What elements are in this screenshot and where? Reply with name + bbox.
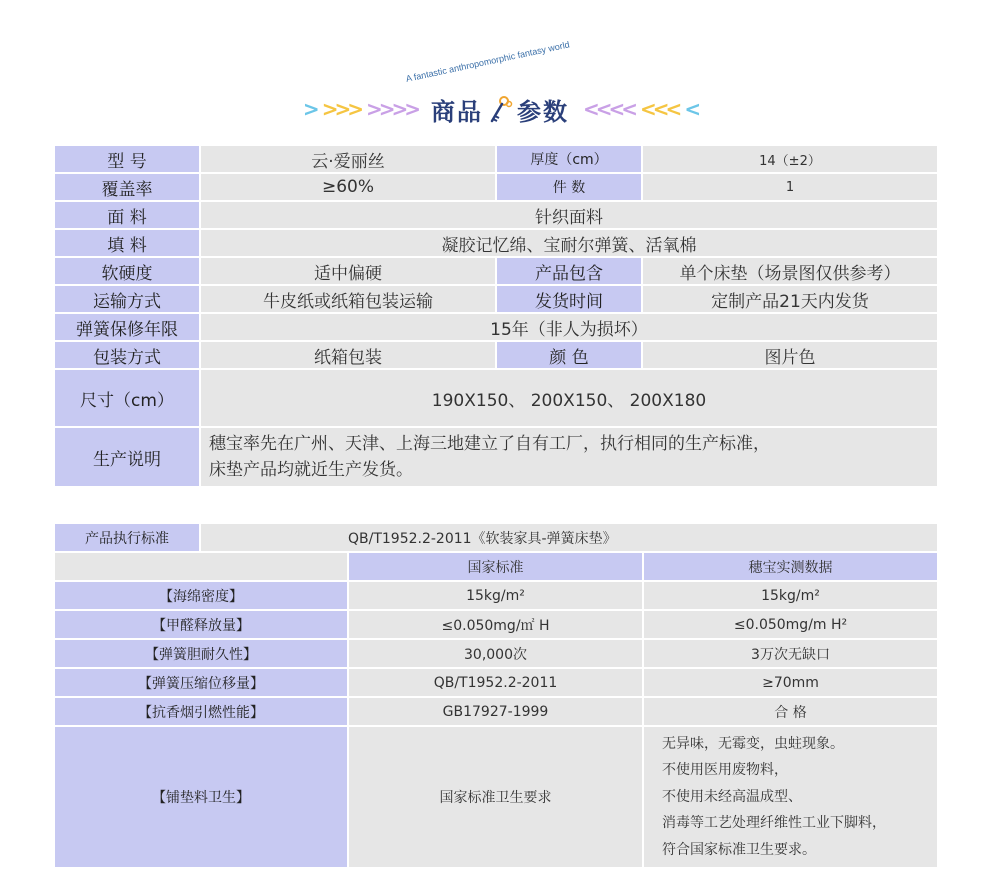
standards-header-row <box>54 552 938 581</box>
spec-label: 运输方式 <box>54 285 200 313</box>
spec-label: 产品包含 <box>496 257 642 285</box>
arrow-right-icon: >>> <box>321 97 360 121</box>
standard-exec-row <box>54 523 938 552</box>
spec-label: 生产说明 <box>54 427 200 487</box>
standard-item: 【海绵密度】 <box>54 581 348 610</box>
table-row <box>54 610 938 639</box>
spec-label: 型 号 <box>54 145 200 173</box>
section-header <box>0 0 990 130</box>
table-row <box>54 639 938 668</box>
arrow-left-icon: <<<< <box>583 97 635 121</box>
production-note-line: 穗宝率先在广州、天津、上海三地建立了自有工厂，执行相同的生产标准， <box>209 434 770 454</box>
standards-table <box>53 522 939 869</box>
standard-item: 【弹簧胆耐久性】 <box>54 639 348 668</box>
spec-label: 覆盖率 <box>54 173 200 201</box>
arrow-right-icon: > <box>302 97 316 121</box>
spec-value: 凝胶记忆绵、宝耐尔弹簧、活氧棉 <box>200 229 938 257</box>
spec-label: 件 数 <box>496 173 642 201</box>
standard-national: QB/T1952.2-2011 <box>348 668 643 697</box>
spec-label: 尺寸（cm） <box>54 369 200 427</box>
standard-measured <box>643 726 938 868</box>
standard-national: 15kg/m² <box>348 581 643 610</box>
standard-measured: ≥70mm <box>643 668 938 697</box>
spec-value: 1 <box>642 173 938 201</box>
spec-row <box>54 145 938 173</box>
arrow-left-icon: < <box>684 97 698 121</box>
measured-line: 不使用医用废物料， <box>662 762 788 779</box>
spec-row <box>54 285 938 313</box>
page-title <box>431 92 569 127</box>
spec-label: 厚度（cm） <box>496 145 642 173</box>
spec-label: 填 料 <box>54 229 200 257</box>
spec-value: 牛皮纸或纸箱包装运输 <box>200 285 496 313</box>
right-arrows <box>583 97 697 121</box>
column-header-measured: 穗宝实测数据 <box>643 552 938 581</box>
standard-item: 【抗香烟引燃性能】 <box>54 697 348 726</box>
production-note-line: 床垫产品均就近生产发货。 <box>209 460 413 480</box>
measured-line: 符合国家标准卫生要求。 <box>662 841 816 858</box>
spec-value: 图片色 <box>642 341 938 369</box>
standard-item: 【弹簧压缩位移量】 <box>54 668 348 697</box>
spec-label: 包装方式 <box>54 341 200 369</box>
spec-row <box>54 313 938 341</box>
exec-label: 产品执行标准 <box>54 523 200 552</box>
spec-label: 发货时间 <box>496 285 642 313</box>
key-icon <box>487 94 513 124</box>
header-blank-cell <box>54 552 348 581</box>
standard-measured: 合 格 <box>643 697 938 726</box>
spec-value <box>200 427 938 487</box>
spec-table <box>53 144 939 488</box>
spec-row <box>54 427 938 487</box>
spec-value: 纸箱包装 <box>200 341 496 369</box>
standard-national: ≤0.050mg/㎡ H <box>348 610 643 639</box>
standard-measured: 3万次无缺口 <box>643 639 938 668</box>
standard-national: 30,000次 <box>348 639 643 668</box>
standard-item: 【甲醛释放量】 <box>54 610 348 639</box>
exec-value: QB/T1952.2-2011《软装家具-弹簧床垫》 <box>200 523 938 552</box>
standard-national: GB17927-1999 <box>348 697 643 726</box>
left-arrows <box>303 97 417 121</box>
measured-line: 消毒等工艺处理纤维性工业下脚料， <box>662 815 886 832</box>
spec-row <box>54 173 938 201</box>
arrow-left-icon: <<< <box>640 97 679 121</box>
column-header-national: 国家标准 <box>348 552 643 581</box>
spec-label: 面 料 <box>54 201 200 229</box>
spec-value: 针织面料 <box>200 201 938 229</box>
table-row <box>54 668 938 697</box>
spec-label: 颜 色 <box>496 341 642 369</box>
standard-item: 【铺垫料卫生】 <box>54 726 348 868</box>
spec-value: 适中偏硬 <box>200 257 496 285</box>
standard-national: 国家标准卫生要求 <box>348 726 643 868</box>
spec-value: ≥60% <box>200 173 496 201</box>
standard-measured: 15kg/m² <box>643 581 938 610</box>
spec-row <box>54 369 938 427</box>
table-row <box>54 581 938 610</box>
spec-label: 弹簧保修年限 <box>54 313 200 341</box>
spec-value: 15年（非人为损坏） <box>200 313 938 341</box>
spec-label: 软硬度 <box>54 257 200 285</box>
spec-row <box>54 257 938 285</box>
title-right: 参数 <box>517 97 569 126</box>
measured-line: 无异味，无霉变，虫蛀现象。 <box>662 735 844 752</box>
spec-value: 云·爱丽丝 <box>200 145 496 173</box>
spec-value: 定制产品21天内发货 <box>642 285 938 313</box>
spec-row <box>54 201 938 229</box>
standard-measured: ≤0.050mg/m H² <box>643 610 938 639</box>
spec-value: 14（±2） <box>642 145 938 173</box>
spec-row <box>54 341 938 369</box>
spec-row <box>54 229 938 257</box>
title-left: 商品 <box>431 97 483 126</box>
table-row <box>54 697 938 726</box>
tagline <box>400 39 600 92</box>
spec-value: 190X150、 200X150、 200X180 <box>200 369 938 427</box>
spec-value: 单个床垫（场景图仅供参考） <box>642 257 938 285</box>
table-row <box>54 726 938 868</box>
arrow-right-icon: >>>> <box>365 97 417 121</box>
tagline-text: A fantastic anthropomorphic fantasy world <box>404 39 571 84</box>
measured-line: 不使用未经高温成型、 <box>662 788 802 805</box>
title-row <box>280 92 720 126</box>
